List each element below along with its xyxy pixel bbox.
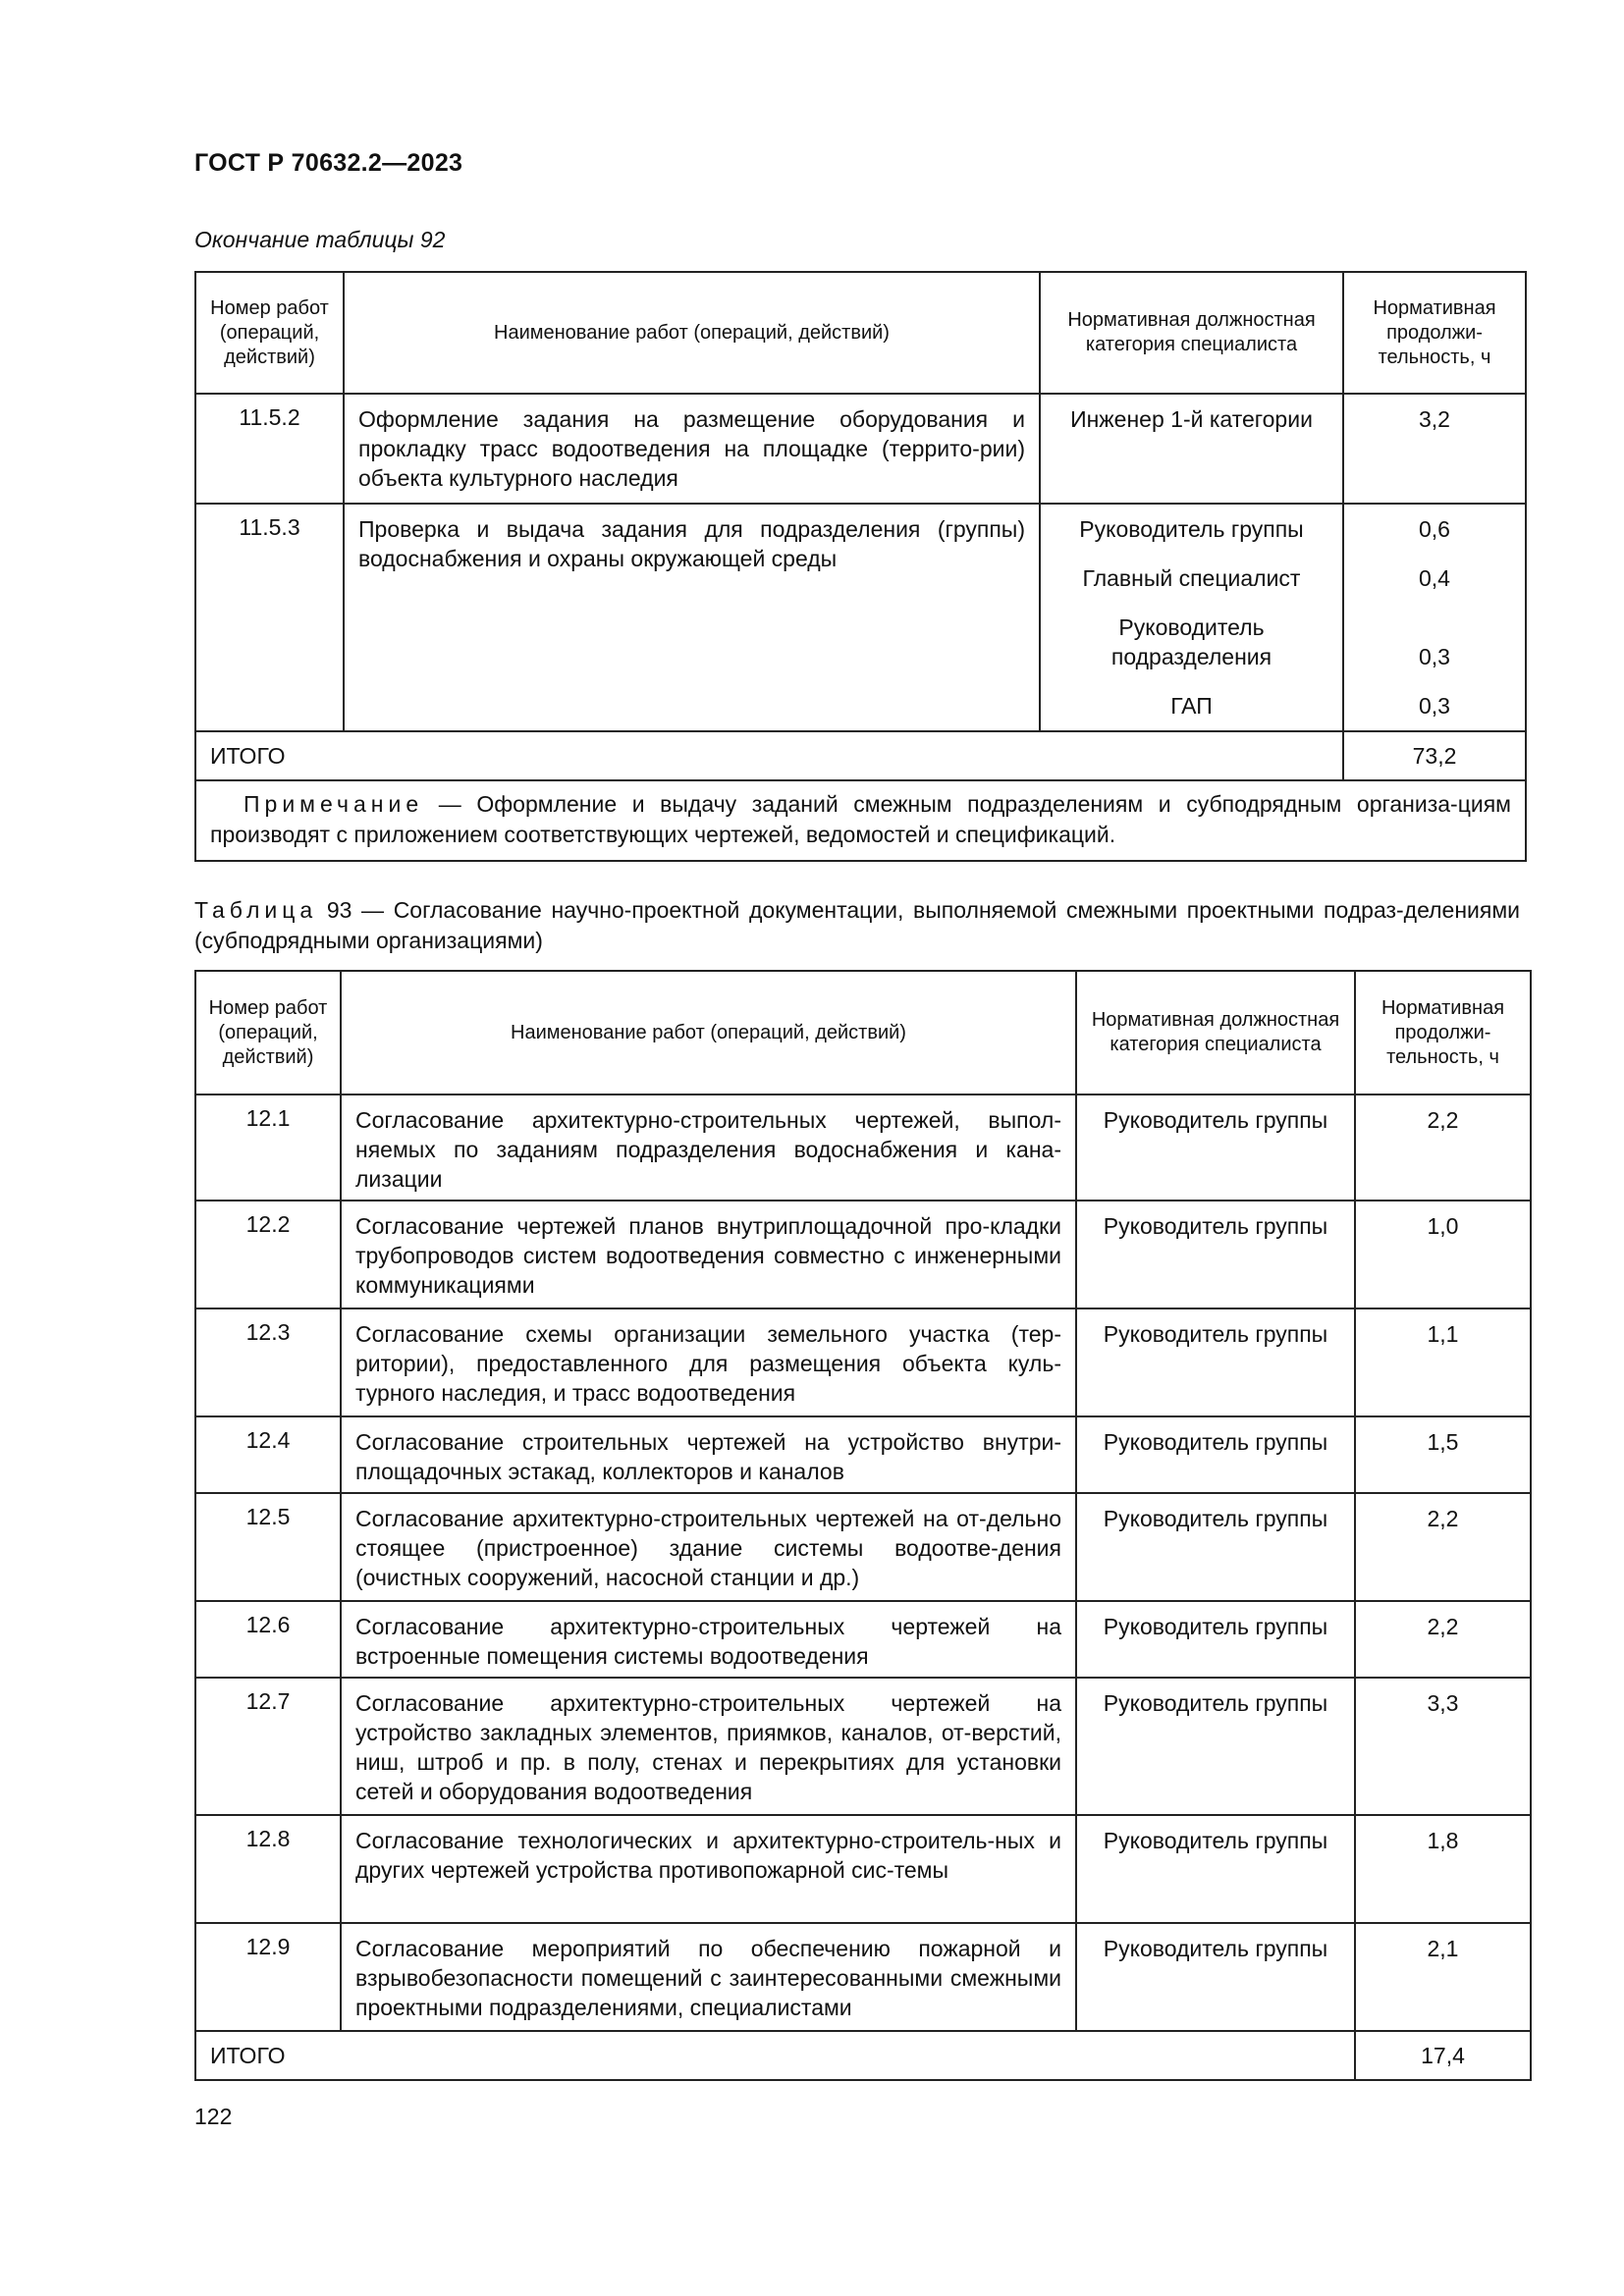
row-name: Согласование архитектурно-строительных чертежей, выпол-няемых по заданиям подразделения водоснабжения и кана-лизации (341, 1095, 1076, 1201)
table-92-continuation-caption: Окончание таблицы 92 (194, 227, 446, 252)
table-93-caption-text: 93 — Согласование научно-проектной документации, выполняемой смежными проектными подраз-делениями (субподрядными организациями) (194, 897, 1520, 953)
row-number: 12.6 (195, 1601, 341, 1678)
table-93-caption-label: Таблица (194, 897, 318, 923)
row-number: 12.5 (195, 1493, 341, 1601)
row-name: Согласование архитектурно-строительных чертежей на встроенные помещения системы водоотведения (341, 1601, 1076, 1678)
row-number: 11.5.3 (195, 504, 344, 731)
row-duration: 3,2 (1343, 394, 1526, 504)
note-cell (195, 780, 1526, 861)
row-specialist: Инженер 1-й категории (1040, 394, 1343, 504)
row-number: 12.3 (195, 1308, 341, 1416)
row-duration: 2,1 (1355, 1923, 1531, 2031)
specialist-item: Руководитель группы (1079, 516, 1304, 542)
table-93 (194, 970, 1532, 2081)
total-value: 73,2 (1343, 731, 1526, 780)
row-duration: 2,2 (1355, 1601, 1531, 1678)
row-specialist: Руководитель группы (1076, 1678, 1355, 1815)
row-duration: 3,3 (1355, 1678, 1531, 1815)
col-header-specialist: Нормативная должностная категория специалиста (1040, 272, 1343, 394)
row-duration: 1,1 (1355, 1308, 1531, 1416)
specialist-item: ГАП (1170, 693, 1213, 719)
specialist-item: Главный специалист (1082, 565, 1301, 591)
document-title: ГОСТ Р 70632.2—2023 (194, 149, 463, 177)
table-header-row (195, 971, 1531, 1095)
row-name: Согласование чертежей планов внутриплощадочной про-кладки трубопроводов систем водоотведения совместно с инженерными коммуникациями (341, 1201, 1076, 1308)
row-number: 11.5.2 (195, 394, 344, 504)
row-duration: 1,5 (1355, 1416, 1531, 1493)
duration-item: 0,6 (1419, 516, 1450, 542)
row-specialist: Руководитель группы (1076, 1923, 1355, 2031)
table-header-row (195, 272, 1526, 394)
row-number: 12.7 (195, 1678, 341, 1815)
table-93-caption (194, 895, 1520, 956)
table-row (195, 394, 1526, 504)
row-specialist: Руководитель группы (1076, 1095, 1355, 1201)
total-row (195, 731, 1526, 780)
row-specialist: Руководитель группы (1076, 1416, 1355, 1493)
table-row (195, 1095, 1531, 1201)
note-text: — Оформление и выдачу заданий смежным подразделениям и субподрядным организа-циям производят с приложением соответствующих чертежей, ведомостей и спецификаций. (210, 791, 1511, 847)
col-header-name: Наименование работ (операций, действий) (344, 272, 1040, 394)
note-label: Примечание (244, 791, 424, 817)
table-row (195, 504, 1526, 731)
total-value: 17,4 (1355, 2031, 1531, 2080)
row-number: 12.4 (195, 1416, 341, 1493)
row-name: Согласование архитектурно-строительных чертежей на устройство закладных элементов, приямков, каналов, от-верстий, ниш, штроб и пр. в полу, стенах и перекрытиях для установки сетей и оборудования водоотведения (341, 1678, 1076, 1815)
row-number: 12.2 (195, 1201, 341, 1308)
row-name: Согласование мероприятий по обеспечению пожарной и взрывобезопасности помещений с заинтересованными смежными проектными подразделениями, специалистами (341, 1923, 1076, 2031)
specialist-item: Руководитель подразделения (1110, 614, 1272, 669)
table-row (195, 1815, 1531, 1923)
row-name: Проверка и выдача задания для подразделения (группы) водоснабжения и охраны окружающей среды (344, 504, 1040, 731)
row-number: 12.8 (195, 1815, 341, 1923)
row-duration-list (1343, 504, 1526, 731)
table-row (195, 1923, 1531, 2031)
table-row (195, 1493, 1531, 1601)
table-row (195, 1601, 1531, 1678)
table-row (195, 1678, 1531, 1815)
col-header-duration: Нормативная продолжи-тельность, ч (1343, 272, 1526, 394)
duration-item: 0,4 (1419, 565, 1450, 591)
row-name: Согласование технологических и архитектурно-строитель-ных и других чертежей устройства противопожарной сис-темы (341, 1815, 1076, 1923)
row-specialist: Руководитель группы (1076, 1493, 1355, 1601)
total-row (195, 2031, 1531, 2080)
note-row (195, 780, 1526, 861)
total-label: ИТОГО (195, 2031, 1355, 2080)
col-header-specialist: Нормативная должностная категория специалиста (1076, 971, 1355, 1095)
table-row (195, 1416, 1531, 1493)
row-specialist: Руководитель группы (1076, 1308, 1355, 1416)
row-duration: 1,8 (1355, 1815, 1531, 1923)
row-number: 12.1 (195, 1095, 341, 1201)
row-duration: 2,2 (1355, 1493, 1531, 1601)
row-number: 12.9 (195, 1923, 341, 2031)
duration-item: 0,3 (1419, 644, 1450, 669)
table-row (195, 1308, 1531, 1416)
row-specialist: Руководитель группы (1076, 1601, 1355, 1678)
col-header-duration: Нормативная продолжи-тельность, ч (1355, 971, 1531, 1095)
row-specialist-list (1040, 504, 1343, 731)
row-duration: 1,0 (1355, 1201, 1531, 1308)
total-label: ИТОГО (195, 731, 1343, 780)
row-specialist: Руководитель группы (1076, 1815, 1355, 1923)
row-name: Оформление задания на размещение оборудования и прокладку трасс водоотведения на площадке (террито-рии) объекта культурного наследия (344, 394, 1040, 504)
page-number: 122 (194, 2104, 233, 2129)
row-specialist: Руководитель группы (1076, 1201, 1355, 1308)
table-row (195, 1201, 1531, 1308)
row-duration: 2,2 (1355, 1095, 1531, 1201)
col-header-name: Наименование работ (операций, действий) (341, 971, 1076, 1095)
row-name: Согласование архитектурно-строительных чертежей на от-дельно стоящее (пристроенное) здание системы водоотве-дения (очистных сооружений, насосной станции и др.) (341, 1493, 1076, 1601)
row-name: Согласование строительных чертежей на устройство внутри-площадочных эстакад, коллекторов и каналов (341, 1416, 1076, 1493)
row-name: Согласование схемы организации земельного участка (тер-ритории), предоставленного для размещения объекта куль-турного наследия, и трасс водоотведения (341, 1308, 1076, 1416)
duration-item: 0,3 (1419, 693, 1450, 719)
col-header-number: Номер работ (операций, действий) (195, 971, 341, 1095)
table-92 (194, 271, 1527, 862)
col-header-number: Номер работ (операций, действий) (195, 272, 344, 394)
